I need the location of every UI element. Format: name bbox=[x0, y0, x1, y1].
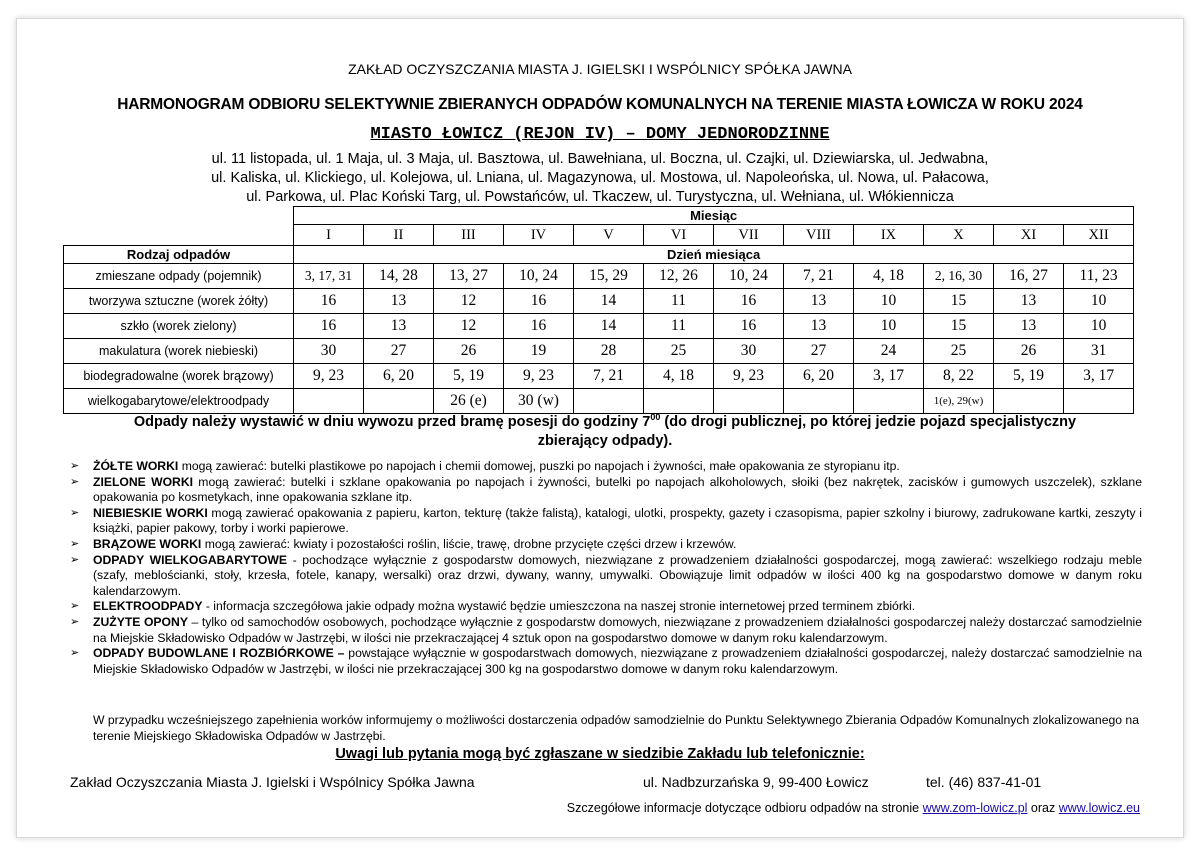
waste-type-label: szkło (worek zielony) bbox=[64, 314, 294, 339]
day-cell: 16 bbox=[294, 314, 364, 339]
day-cell: 13 bbox=[364, 314, 434, 339]
day-cell: 12 bbox=[434, 289, 504, 314]
day-cell: 10 bbox=[854, 314, 924, 339]
type-header: Rodzaj odpadów bbox=[64, 246, 294, 264]
day-cell: 19 bbox=[504, 339, 574, 364]
day-cell: 14 bbox=[574, 289, 644, 314]
arrow-bullet-icon: ➢ bbox=[70, 537, 80, 550]
day-cell: 27 bbox=[364, 339, 434, 364]
info-item-text: mogą zawierać: kwiaty i pozostałości roślin, liście, trawę, drobne przycięte części drzew i krzewów. bbox=[201, 536, 737, 551]
info-item-title: ODPADY WIELKOGABARYTOWE bbox=[93, 552, 288, 567]
day-cell: 12, 26 bbox=[644, 264, 714, 289]
region-heading bbox=[0, 125, 1200, 144]
day-cell: 7, 21 bbox=[574, 364, 644, 389]
footer-phone: tel. (46) 837-41-01 bbox=[926, 774, 1042, 790]
month-cell: VIII bbox=[784, 225, 854, 246]
day-cell: 25 bbox=[924, 339, 994, 364]
day-cell: 30 (w) bbox=[504, 389, 574, 414]
day-cell: 27 bbox=[784, 339, 854, 364]
day-cell: 25 bbox=[644, 339, 714, 364]
day-cell: 5, 19 bbox=[434, 364, 504, 389]
info-item-text: - informacja szczegółowa jakie odpady można wystawić będzie umieszczona na naszej stronie internetowej przed terminem zbiórki. bbox=[202, 599, 916, 614]
day-cell: 3, 17 bbox=[1064, 364, 1134, 389]
day-cell: 13 bbox=[784, 289, 854, 314]
streets-line: ul. Parkowa, ul. Plac Koński Targ, ul. Powstańców, ul. Tkaczew, ul. Turystyczna, ul. Wełniana, ul. Włókiennicza bbox=[246, 189, 954, 205]
day-cell: 14 bbox=[574, 314, 644, 339]
table-row bbox=[64, 339, 1134, 364]
info-item-text: - pochodzące wyłącznie z gospodarstw domowych, niezwiązane z prowadzeniem działalności gospodarczej, mogą zawierać: wszelkiego rodzaju meble (szafy, meblościanki, stoły, krzesła, fotele, kanapy, wersalki) oraz drzwi, dywany, wanny, umywalki. Obowiązuje limit odpadów w ilości 400 kg na gospodarstwo domowe w danym roku kalendarzowym. bbox=[93, 552, 1142, 598]
region-text: MIASTO ŁOWICZ (REJON IV) – DOMY JEDNORODZINNE bbox=[370, 125, 830, 144]
arrow-bullet-icon: ➢ bbox=[70, 553, 80, 566]
info-item-text: mogą zawierać: butelki plastikowe po napojach i chemii domowej, puszki po napojach i żywności, małe opakowania ze styropianu itp. bbox=[178, 459, 900, 473]
day-cell: 1(e), 29(w) bbox=[924, 389, 994, 414]
info-item bbox=[70, 646, 1142, 677]
day-header: Dzień miesiąca bbox=[294, 246, 1134, 264]
month-cell: III bbox=[434, 225, 504, 246]
day-cell: 12 bbox=[434, 314, 504, 339]
month-cell: IX bbox=[854, 225, 924, 246]
day-cell: 13, 27 bbox=[434, 264, 504, 289]
info-item bbox=[70, 537, 1142, 553]
info-item bbox=[70, 599, 1142, 615]
day-cell: 7, 21 bbox=[784, 264, 854, 289]
day-cell: 28 bbox=[574, 339, 644, 364]
day-cell: 30 bbox=[294, 339, 364, 364]
table-row bbox=[64, 314, 1134, 339]
day-cell: 10 bbox=[854, 289, 924, 314]
day-cell: 26 (e) bbox=[434, 389, 504, 414]
month-cell: VII bbox=[714, 225, 784, 246]
info-item-text: powstające wyłącznie w gospodarstwach domowych, niezwiązane z prowadzeniem działalności gospodarczej, należy dostarczać samodzielnie na Miejskie Składowisko Odpadów w Jastrzębi, w ilości nie przekraczającej 300 kg na gospodarstwo domowe w danym roku kalendarzowym. bbox=[93, 646, 1142, 676]
day-cell: 16 bbox=[504, 314, 574, 339]
month-cell: VI bbox=[644, 225, 714, 246]
arrow-bullet-icon: ➢ bbox=[70, 600, 80, 613]
day-cell: 9, 23 bbox=[294, 364, 364, 389]
empty-cell bbox=[64, 225, 294, 246]
day-cell: 31 bbox=[1064, 339, 1134, 364]
info-item-title: ZUŻYTE OPONY bbox=[93, 614, 188, 629]
streets-line: ul. 11 listopada, ul. 1 Maja, ul. 3 Maja, ul. Basztowa, ul. Bawełniana, ul. Boczna, ul. Czajki, ul. Dziewiarska, ul. Jedwabna, bbox=[211, 151, 989, 167]
notice-hour-superscript: 00 bbox=[650, 412, 661, 422]
month-cell: I bbox=[294, 225, 364, 246]
day-cell: 15 bbox=[924, 314, 994, 339]
schedule-title: HARMONOGRAM ODBIORU SELEKTYWNIE ZBIERANYCH ODPADÓW KOMUNALNYCH NA TERENIE MIASTA ŁOWICZA W ROKU 2024 bbox=[117, 96, 1083, 113]
day-cell: 24 bbox=[854, 339, 924, 364]
day-cell: 9, 23 bbox=[504, 364, 574, 389]
arrow-bullet-icon: ➢ bbox=[70, 615, 80, 628]
waste-type-label: biodegradowalne (worek brązowy) bbox=[64, 364, 294, 389]
info-extra: W przypadku wcześniejszego zapełnienia worków informujemy o możliwości dostarczenia odpadów samodzielnie do Punktu Selektywnego Zbierania Odpadów Komunalnych zlokalizowanego na terenie Miejskiego Składowiska Odpadów w Jastrzębi. bbox=[93, 713, 1139, 743]
table-row bbox=[64, 289, 1134, 314]
link-zom-lowicz[interactable]: www.zom-lowicz.pl bbox=[922, 801, 1028, 815]
day-cell: 10, 24 bbox=[504, 264, 574, 289]
remarks-heading: Uwagi lub pytania mogą być zgłaszane w siedzibie Zakładu lub telefonicznie: bbox=[335, 746, 865, 762]
schedule-table bbox=[63, 206, 1134, 414]
footer-links-mid: oraz bbox=[1027, 801, 1059, 815]
day-cell: 13 bbox=[364, 289, 434, 314]
arrow-bullet-icon: ➢ bbox=[70, 647, 80, 660]
info-item-title: ŻÓŁTE WORKI bbox=[93, 459, 179, 473]
month-cell: II bbox=[364, 225, 434, 246]
day-cell: 15, 29 bbox=[574, 264, 644, 289]
day-cell: 13 bbox=[994, 289, 1064, 314]
info-item bbox=[70, 506, 1142, 537]
day-cell: 13 bbox=[784, 314, 854, 339]
day-cell: 3, 17, 31 bbox=[294, 264, 364, 289]
company-name: ZAKŁAD OCZYSZCZANIA MIASTA J. IGIELSKI I WSPÓLNICY SPÓŁKA JAWNA bbox=[348, 61, 852, 77]
arrow-bullet-icon: ➢ bbox=[70, 460, 80, 472]
table-row bbox=[64, 264, 1134, 289]
info-item-title: NIEBIESKIE WORKI bbox=[93, 505, 208, 520]
info-item bbox=[70, 475, 1142, 506]
day-cell: 11, 23 bbox=[1064, 264, 1134, 289]
day-cell: 16 bbox=[504, 289, 574, 314]
waste-type-label: tworzywa sztuczne (worek żółty) bbox=[64, 289, 294, 314]
footer-company: Zakład Oczyszczania Miasta J. Igielski i Wspólnicy Spółka Jawna bbox=[70, 774, 475, 790]
streets-list bbox=[120, 150, 1080, 207]
empty-cell bbox=[64, 207, 294, 225]
month-cell: X bbox=[924, 225, 994, 246]
link-lowicz-eu[interactable]: www.lowicz.eu bbox=[1058, 801, 1140, 815]
month-cell: IV bbox=[504, 225, 574, 246]
day-cell: 30 bbox=[714, 339, 784, 364]
day-cell: 14, 28 bbox=[364, 264, 434, 289]
arrow-bullet-icon: ➢ bbox=[70, 475, 80, 488]
day-cell: 10, 24 bbox=[714, 264, 784, 289]
arrow-bullet-icon: ➢ bbox=[70, 506, 80, 519]
info-item-title: BRĄZOWE WORKI bbox=[93, 536, 202, 551]
info-item-title: ODPADY BUDOWLANE I ROZBIÓRKOWE – bbox=[93, 646, 345, 661]
day-cell: 5, 19 bbox=[994, 364, 1064, 389]
day-cell: 2, 16, 30 bbox=[924, 264, 994, 289]
notice-part: (do drogi publicznej, po której jedzie pojazd specjalistyczny zbierający odpady). bbox=[537, 413, 1077, 449]
day-cell: 4, 18 bbox=[644, 364, 714, 389]
day-cell: 4, 18 bbox=[854, 264, 924, 289]
info-item bbox=[70, 615, 1142, 646]
day-cell: 6, 20 bbox=[364, 364, 434, 389]
info-item-text: mogą zawierać: butelki i szklane opakowania po napojach i żywności, butelki po napojach alkoholowych, słoiki (bez nakrętek, zacisków i gumowych uszczelek), szklane opakowania po kosmetykach, inne opakowania szklane itp. bbox=[93, 474, 1142, 505]
day-cell: 10 bbox=[1064, 289, 1134, 314]
notice-text bbox=[100, 408, 1110, 451]
month-header: Miesiąc bbox=[294, 207, 1134, 225]
day-cell: 16 bbox=[714, 289, 784, 314]
info-item bbox=[70, 553, 1142, 600]
day-cell: 15 bbox=[924, 289, 994, 314]
day-cell: 9, 23 bbox=[714, 364, 784, 389]
footer-links bbox=[567, 801, 1140, 815]
month-cell: XII bbox=[1064, 225, 1134, 246]
day-cell: 26 bbox=[434, 339, 504, 364]
day-cell: 8, 22 bbox=[924, 364, 994, 389]
day-cell: 16 bbox=[714, 314, 784, 339]
footer-links-prefix: Szczegółowe informacje dotyczące odbioru odpadów na stronie bbox=[566, 801, 923, 815]
notice-part: Odpady należy wystawić w dniu wywozu przed bramę posesji do godziny 7 bbox=[133, 413, 651, 430]
month-cell: XI bbox=[994, 225, 1064, 246]
day-cell: 10 bbox=[1064, 314, 1134, 339]
month-cell: V bbox=[574, 225, 644, 246]
table-row bbox=[64, 364, 1134, 389]
waste-type-label: wielkogabarytowe/elektroodpady bbox=[64, 389, 294, 414]
info-list bbox=[70, 459, 1142, 677]
info-item-text: mogą zawierać opakowania z papieru, karton, tekturę (także falistą), katalogi, ulotki, prospekty, gazety i czasopisma, papier szkolny i biurowy, zadrukowane kartki, zeszyty i książki, papier pakowy, torby i worki papierowe. bbox=[93, 505, 1142, 536]
day-cell: 11 bbox=[644, 289, 714, 314]
footer-address: ul. Nadbzurzańska 9, 99-400 Łowicz bbox=[643, 774, 869, 790]
info-item bbox=[70, 459, 1142, 475]
day-cell: 13 bbox=[994, 314, 1064, 339]
day-cell: 16 bbox=[294, 289, 364, 314]
day-cell: 6, 20 bbox=[784, 364, 854, 389]
day-cell: 11 bbox=[644, 314, 714, 339]
day-cell: 26 bbox=[994, 339, 1064, 364]
waste-type-label: makulatura (worek niebieski) bbox=[64, 339, 294, 364]
day-cell: 16, 27 bbox=[994, 264, 1064, 289]
info-item-title: ELEKTROODPADY bbox=[93, 599, 203, 614]
streets-line: ul. Kaliska, ul. Klickiego, ul. Kolejowa, ul. Lniana, ul. Magazynowa, ul. Mostowa, ul. Napoleońska, ul. Nowa, ul. Pałacowa, bbox=[211, 170, 989, 186]
day-cell: 3, 17 bbox=[854, 364, 924, 389]
waste-type-label: zmieszane odpady (pojemnik) bbox=[64, 264, 294, 289]
info-item-title: ZIELONE WORKI bbox=[93, 474, 194, 489]
info-item-text: – tylko od samochodów osobowych, pochodzące wyłącznie z gospodarstw domowych, niezwiązane z prowadzeniem działalności gospodarczej należy dostarczać samodzielnie na Miejskie Składowisko Odpadów w Jastrzębi, w ilości nie przekraczającej 4 sztuk opon na gospodarstwo domowe w danym roku kalendarzowym. bbox=[93, 614, 1142, 645]
